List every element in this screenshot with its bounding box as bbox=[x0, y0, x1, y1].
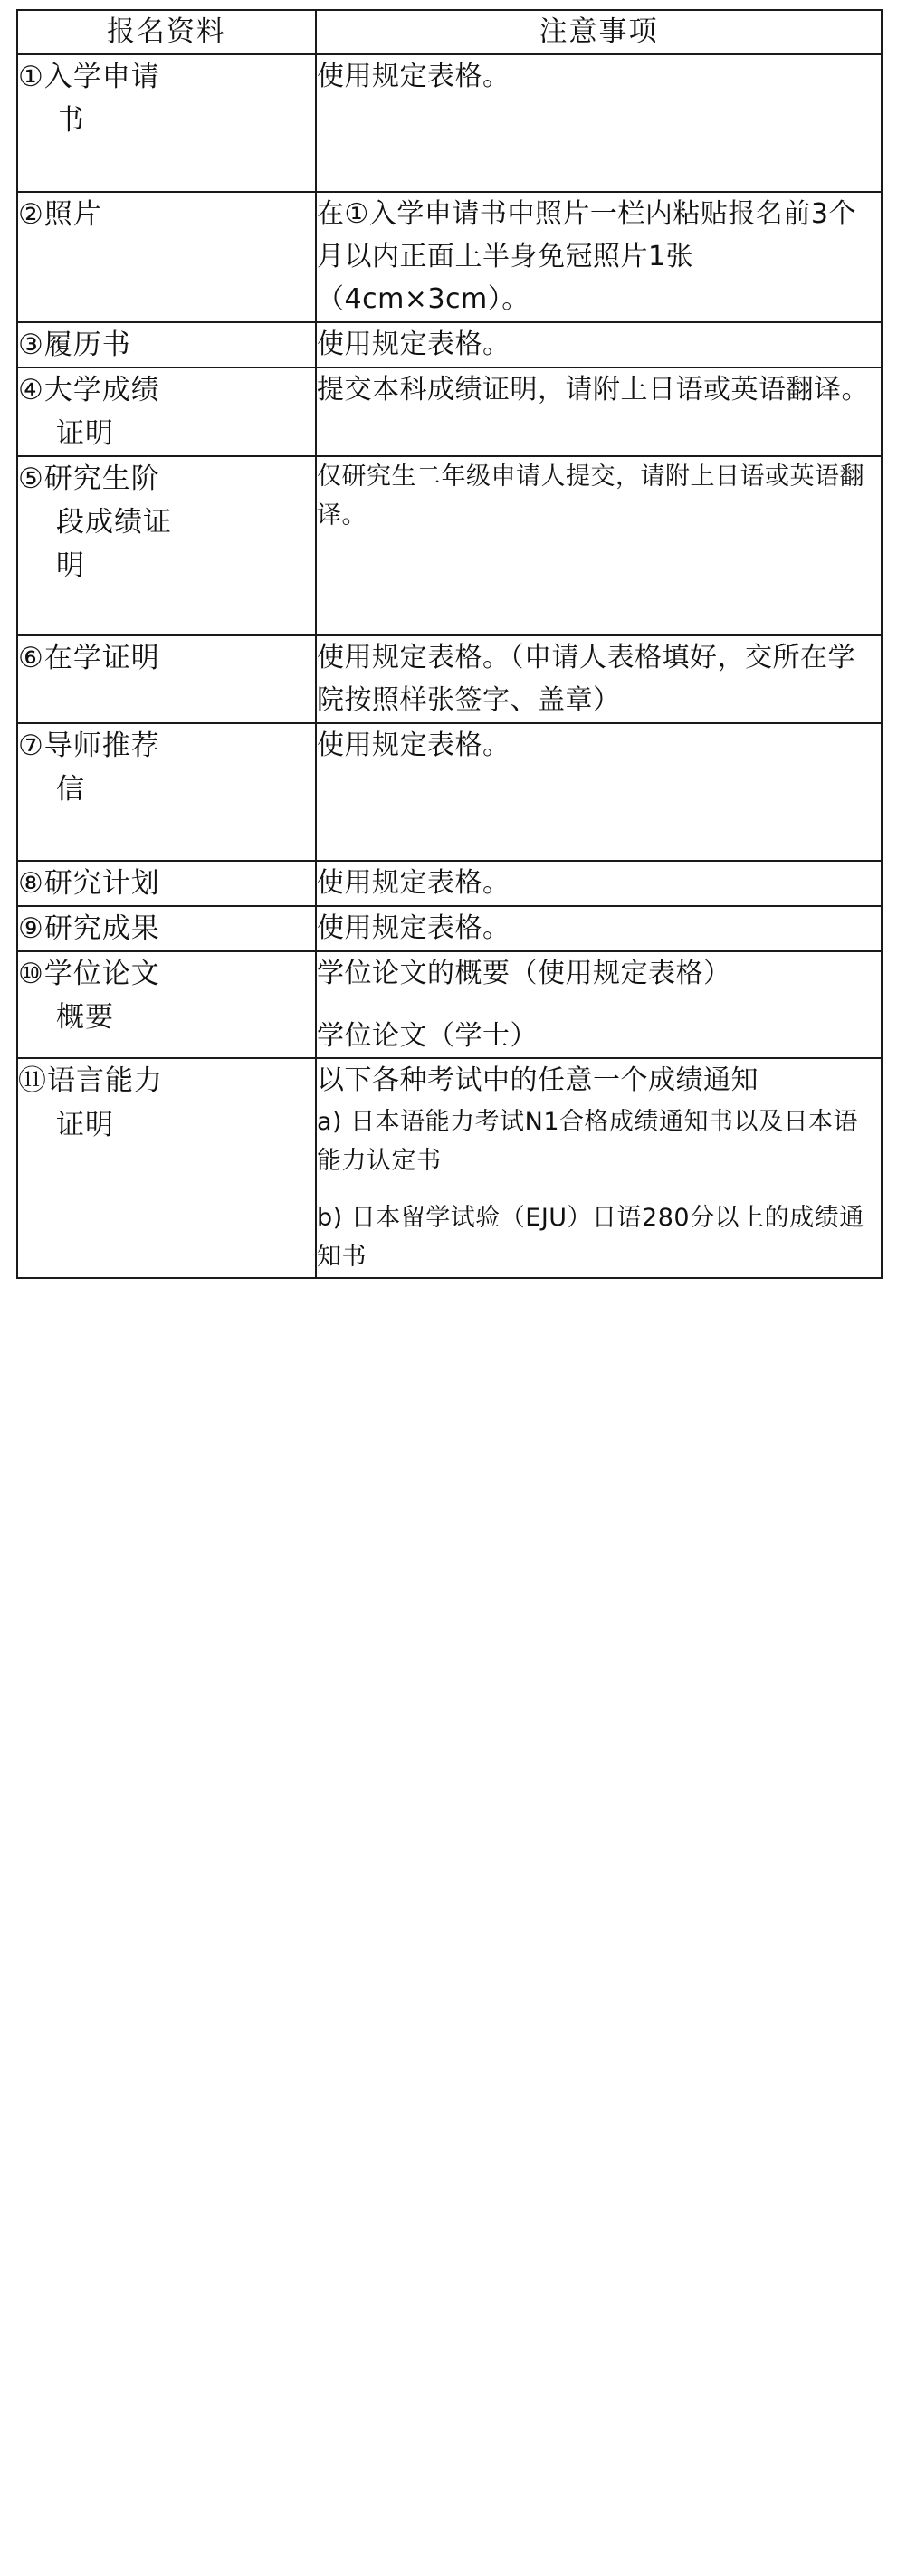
note-cell bbox=[316, 367, 882, 456]
material-line: ⑩学位论文 bbox=[18, 957, 160, 990]
material-name-cell bbox=[17, 1058, 316, 1277]
note-cell bbox=[316, 1058, 882, 1277]
table-row bbox=[17, 951, 882, 1059]
material-name-cell bbox=[17, 951, 316, 1059]
note-paragraph: 使用规定表格。 bbox=[317, 866, 511, 899]
material-name-cell bbox=[17, 456, 316, 635]
material-line: ②照片 bbox=[18, 197, 102, 231]
note-paragraph: 仅研究生二年级申请人提交，请附上日语或英语翻译。 bbox=[317, 462, 864, 530]
material-line: 证明 bbox=[56, 1108, 114, 1141]
material-line: 明 bbox=[56, 549, 85, 582]
note-paragraph: 以下各种考试中的任意一个成绩通知 bbox=[317, 1064, 759, 1097]
note-paragraph: 使用规定表格。 bbox=[317, 60, 511, 92]
material-line: ⑤研究生阶 bbox=[18, 462, 160, 495]
note-cell bbox=[316, 906, 882, 951]
note-cell bbox=[316, 192, 882, 322]
material-line: ⑪语言能力 bbox=[18, 1064, 163, 1098]
note-cell bbox=[316, 322, 882, 367]
table-row bbox=[17, 54, 882, 192]
note-cell bbox=[316, 635, 882, 723]
note-paragraph: 学位论文（学士） bbox=[317, 1020, 538, 1053]
material-line: ⑦导师推荐 bbox=[18, 729, 160, 762]
material-line: 段成绩证 bbox=[56, 505, 172, 539]
table-row bbox=[17, 367, 882, 456]
note-paragraph: 提交本科成绩证明，请附上日语或英语翻译。 bbox=[317, 373, 869, 405]
material-name-cell bbox=[17, 54, 316, 192]
note-cell bbox=[316, 54, 882, 192]
note-paragraph: 在①入学申请书中照片一栏内粘贴报名前3个月以内正面上半身免冠照片1张（4cm×3cm）。 bbox=[317, 197, 856, 316]
table-header-row bbox=[17, 10, 882, 54]
note-cell bbox=[316, 723, 882, 861]
table-row bbox=[17, 635, 882, 723]
material-name-cell bbox=[17, 192, 316, 322]
material-name-cell bbox=[17, 635, 316, 723]
column-header-materials: 报名资料 bbox=[17, 10, 316, 54]
note-subitems bbox=[317, 1102, 881, 1277]
material-line: 书 bbox=[56, 103, 85, 137]
table-row bbox=[17, 906, 882, 951]
note-paragraph: 使用规定表格。（申请人表格填好，交所在学院按照样张签字、盖章） bbox=[317, 641, 855, 717]
material-name-cell bbox=[17, 723, 316, 861]
table-row bbox=[17, 192, 882, 322]
note-subitem: a) 日本语能力考试N1合格成绩通知书以及日本语能力认定书 bbox=[317, 1107, 859, 1176]
note-paragraph: 使用规定表格。 bbox=[317, 729, 511, 761]
material-name-cell bbox=[17, 906, 316, 951]
material-name-cell bbox=[17, 322, 316, 367]
note-paragraph: 使用规定表格。 bbox=[317, 328, 511, 360]
table-row bbox=[17, 456, 882, 635]
material-line: 信 bbox=[56, 772, 85, 806]
material-name-cell bbox=[17, 367, 316, 456]
table-row bbox=[17, 723, 882, 861]
note-cell bbox=[316, 861, 882, 906]
material-line: ⑨研究成果 bbox=[18, 911, 160, 945]
note-paragraph: 使用规定表格。 bbox=[317, 911, 511, 944]
note-paragraph: 学位论文的概要（使用规定表格） bbox=[317, 957, 731, 989]
material-line: 概要 bbox=[56, 1000, 114, 1034]
material-line: ⑥在学证明 bbox=[18, 641, 160, 674]
requirements-table bbox=[16, 9, 883, 1279]
material-line: ⑧研究计划 bbox=[18, 866, 160, 900]
note-cell bbox=[316, 951, 882, 1059]
material-line: ④大学成绩 bbox=[18, 373, 160, 406]
material-line: ③履历书 bbox=[18, 328, 131, 361]
column-header-notes: 注意事项 bbox=[316, 10, 882, 54]
table-row bbox=[17, 861, 882, 906]
note-cell bbox=[316, 456, 882, 635]
material-line: ①入学申请 bbox=[18, 60, 160, 93]
table-row bbox=[17, 1058, 882, 1277]
material-line: 证明 bbox=[56, 416, 114, 450]
material-name-cell bbox=[17, 861, 316, 906]
table-row bbox=[17, 322, 882, 367]
note-subitem: b) 日本留学试验（EJU）日语280分以上的成绩通知书 bbox=[317, 1204, 864, 1272]
